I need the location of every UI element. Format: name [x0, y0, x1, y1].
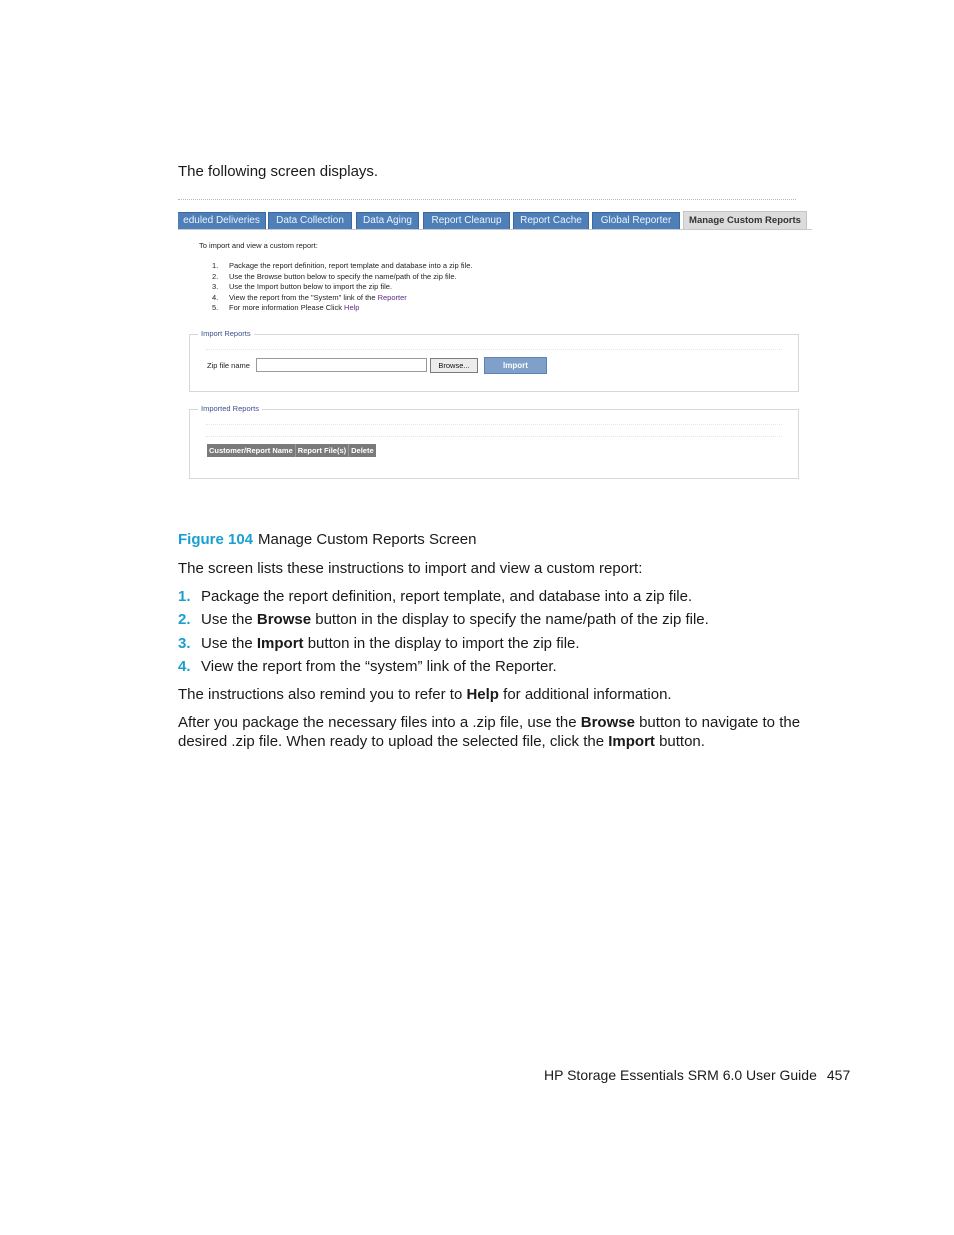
import-term: Import — [608, 733, 655, 750]
step-text: Use the — [201, 634, 257, 652]
column-report-files[interactable]: Report File(s) — [296, 444, 349, 457]
browse-term: Browse — [580, 714, 635, 731]
closing-line — [178, 713, 800, 732]
page-number: 457 — [826, 1067, 851, 1083]
page-footer — [544, 1067, 850, 1083]
intro-text: The following screen displays. — [178, 163, 379, 180]
step-bold: Browse — [256, 611, 312, 629]
guide-title: HP Storage Essentials SRM 6.0 User Guide — [544, 1067, 817, 1083]
import-reports-legend: Import Reports — [198, 329, 254, 338]
imported-reports-group — [189, 404, 799, 479]
item-text: For more information Please Click — [229, 303, 345, 312]
imported-reports-table-header — [207, 444, 376, 457]
figure-number: Figure 104 — [178, 531, 254, 548]
item-text: Use the Browse button below to specify the name/path of the zip file. — [229, 271, 457, 281]
item-text: Use the Import button below to import the zip file. — [229, 282, 392, 291]
list-item — [212, 261, 473, 272]
step-number: 3. — [178, 634, 191, 652]
item-number: 3. — [212, 282, 219, 291]
help-link[interactable]: Help — [344, 303, 360, 312]
tab-bar — [178, 211, 812, 230]
browse-button[interactable]: Browse... — [430, 358, 478, 373]
step-text: button in the display to import the zip file. — [303, 634, 580, 652]
closing-line — [178, 732, 800, 751]
step-text: button in the display to specify the name/path of the zip file. — [311, 611, 709, 629]
reminder-paragraph — [178, 685, 672, 704]
step-text: Use the — [201, 611, 257, 629]
list-item — [178, 657, 709, 680]
tab-report-cleanup[interactable]: Report Cleanup — [423, 212, 510, 229]
step-number: 4. — [178, 657, 191, 675]
closing-text: desired .zip file. When ready to upload the selected file, click the — [178, 733, 609, 750]
item-number: 5. — [212, 303, 219, 312]
zip-file-label: Zip file name — [207, 361, 250, 370]
step-number: 1. — [178, 588, 191, 605]
item-text: Package the report definition, report template and database into a zip file. — [229, 261, 473, 270]
tab-manage-custom-reports[interactable]: Manage Custom Reports — [683, 211, 807, 230]
step-text: View the report from the “system” link of the Reporter. — [201, 657, 557, 675]
list-item — [178, 610, 709, 633]
column-delete[interactable]: Delete — [351, 446, 374, 455]
help-term: Help — [466, 686, 499, 703]
tab-data-collection[interactable]: Data Collection — [268, 212, 352, 229]
step-text: Package the report definition, report template, and database into a zip file. — [201, 588, 693, 605]
manage-custom-reports-screenshot — [178, 199, 812, 510]
item-text: View the report from the "System" link of the — [229, 292, 378, 302]
column-customer-report-name[interactable]: Customer/Report Name — [207, 444, 296, 457]
instruction-list — [212, 261, 473, 314]
steps-list — [178, 587, 709, 680]
import-reports-group — [189, 329, 799, 392]
list-item — [212, 303, 473, 314]
import-button[interactable]: Import — [484, 357, 547, 374]
list-item — [212, 272, 473, 283]
step-bold: Import — [256, 634, 304, 652]
tab-report-cache[interactable]: Report Cache — [513, 212, 589, 229]
closing-text: After you package the necessary files into a .zip file, use the — [178, 714, 581, 731]
instruction-title: To import and view a custom report: — [199, 241, 318, 250]
tab-global-reporter[interactable]: Global Reporter — [592, 212, 680, 229]
item-number: 4. — [212, 292, 219, 302]
step-number: 2. — [178, 611, 191, 629]
list-item — [212, 293, 473, 304]
tab-underline — [178, 229, 812, 230]
closing-text: button to navigate to the — [634, 714, 801, 731]
reminder-text: The instructions also remind you to refer to — [178, 686, 467, 703]
divider — [206, 436, 782, 437]
divider — [206, 424, 782, 425]
closing-paragraph — [178, 713, 800, 751]
closing-text: button. — [654, 733, 705, 750]
item-number: 1. — [212, 261, 219, 270]
item-number: 2. — [212, 271, 219, 281]
divider — [178, 199, 796, 200]
figure-caption — [178, 531, 476, 548]
lead-paragraph: The screen lists these instructions to import and view a custom report: — [178, 560, 643, 577]
figure-title: Manage Custom Reports Screen — [258, 531, 477, 548]
reporter-link[interactable]: Reporter — [377, 292, 407, 302]
zip-file-input[interactable] — [256, 358, 427, 372]
list-item — [178, 587, 709, 610]
reminder-text: for additional information. — [498, 686, 672, 703]
imported-reports-legend: Imported Reports — [198, 404, 262, 413]
list-item — [212, 282, 473, 293]
tab-data-aging[interactable]: Data Aging — [356, 212, 419, 229]
tab-scheduled-deliveries[interactable]: eduled Deliveries — [178, 212, 266, 229]
list-item — [178, 634, 709, 657]
divider — [206, 349, 782, 350]
